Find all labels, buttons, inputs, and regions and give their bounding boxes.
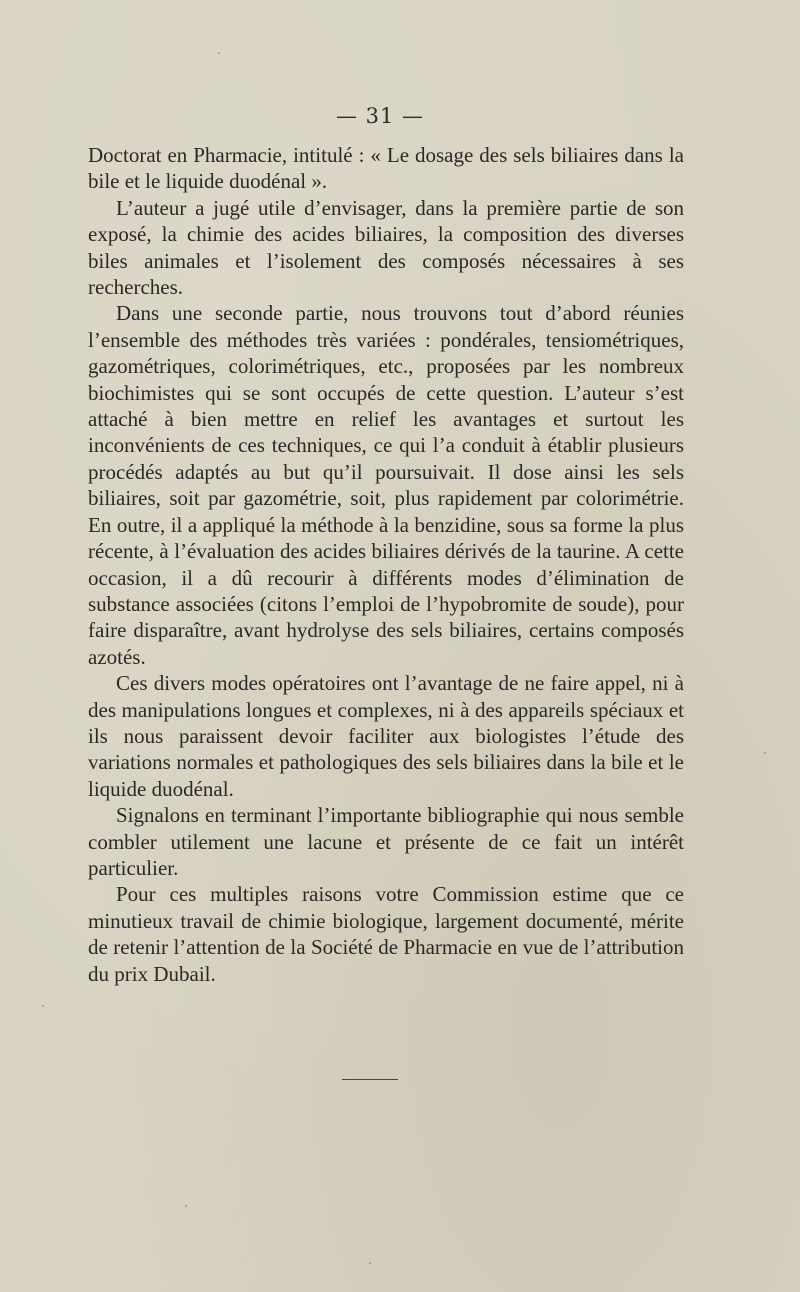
end-rule [342,1079,398,1080]
paragraph-5: Signalons en terminant l’importante bibliographie qui nous semble combler utilement une lacune et présente de ce fait un intérêt particulier. [88,803,684,880]
paper-speck [764,752,766,754]
paper-speck [42,1005,44,1007]
paragraph-4: Ces divers modes opératoires ont l’avantage de ne faire appel, ni à des manipulations longues et complexes, ni à des appareils spéciaux et ils nous paraissent devoir faciliter aux biologistes l’étude des variations normales et pathologiques des sels biliaires dans la bile et le liquide duodénal. [88,671,684,801]
paragraph-3: Dans une seconde partie, nous trouvons tout d’abord réunies l’ensemble des méthodes très variées : pondérales, tensiométriques, gazométriques, colorimétriques, etc., proposées par les nombreux biochimistes qui se sont occupés de cette question. L’auteur s’est attaché à bien mettre en relief les avantages et surtout les inconvénients de ces techniques, ce qui l’a conduit à établir plusieurs procédés adaptés au but qu’il poursuivait. Il dose ainsi les sels biliaires, soit par gazométrie, soit, plus rapidement par colorimétrie. En outre, il a appliqué la méthode à la benzidine, sous sa forme la plus récente, à l’évaluation des acides biliaires dérivés de la taurine. A cette occasion, il a dû recourir à différents modes d’élimination de substance associées (citons l’emploi de l’hypobromite de soude), pour faire disparaître, avant hydrolyse des sels biliaires, certains composés azotés. [88,301,684,669]
paper-speck [218,52,220,54]
body-text [88,142,684,987]
paper-speck [185,1205,187,1207]
paragraph-1: Doctorat en Pharmacie, intitulé : « Le dosage des sels biliaires dans la bile et le liquide duodénal ». [88,143,684,194]
paragraph-6: Pour ces multiples raisons votre Commission estime que ce minutieux travail de chimie biologique, largement documenté, mérite de retenir l’attention de la Société de Pharmacie en vue de l’attribution du prix Dubail. [88,882,684,986]
paragraph-2: L’auteur a jugé utile d’envisager, dans la première partie de son exposé, la chimie des acides biliaires, la composition des diverses biles animales et l’isolement des composés nécessaires à ses recherches. [88,195,684,300]
page-number: — 31 — [335,104,425,128]
paper-speck [369,1262,371,1264]
